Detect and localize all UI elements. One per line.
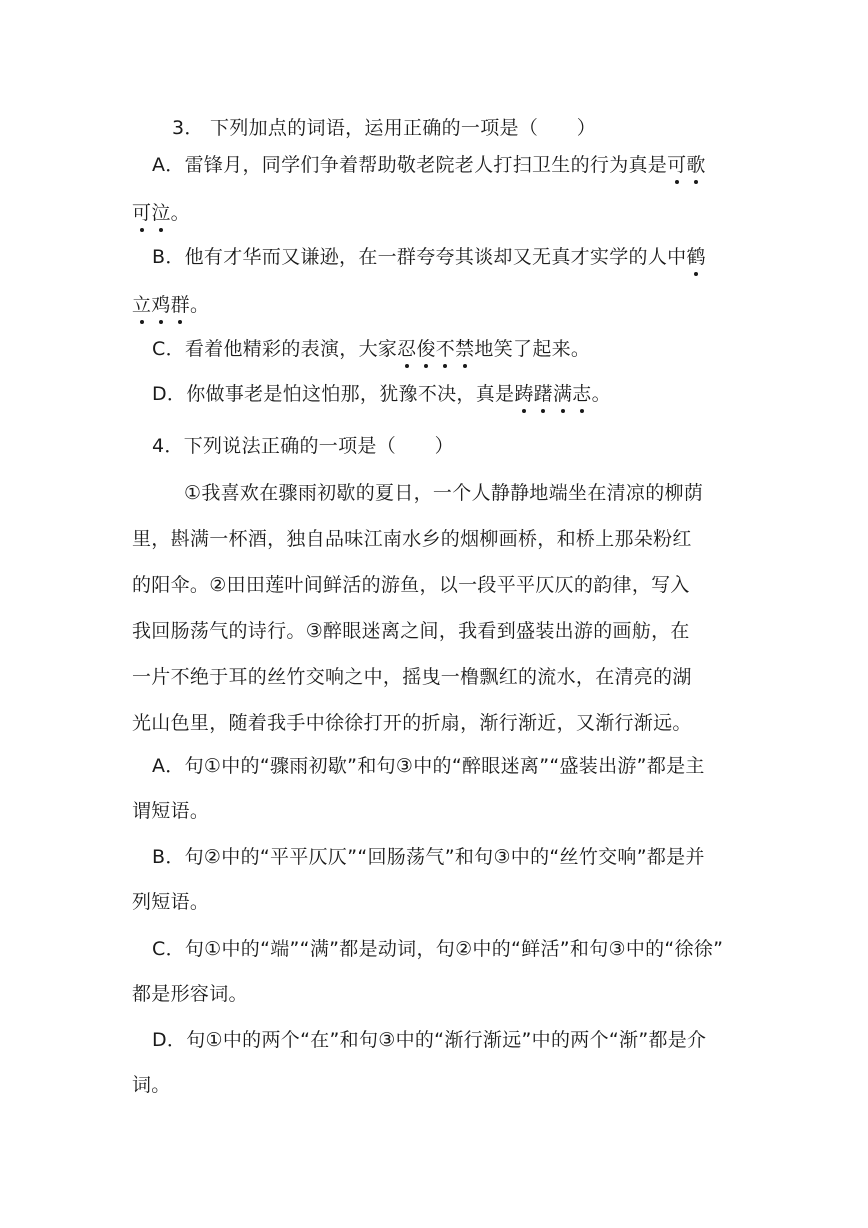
option-4b-line2: 列短语。 (132, 891, 210, 913)
emphasis-dot-char: 歌 (686, 154, 706, 176)
option-4d-line1: D．句①中的两个“在”和句③中的“渐行渐远”中的两个“渐”都是介 (152, 1029, 707, 1051)
option-4c-line1: C．句①中的“端”“满”都是动词，句②中的“鲜活”和句③中的“徐徐” (152, 938, 724, 960)
emphasis-dot-char: 可 (132, 202, 152, 224)
emphasis-dot-char: 俊 (416, 338, 436, 360)
passage-line: 的阳伞。②田田莲叶间鲜活的游鱼，以一段平平仄仄的韵律，写入 (132, 574, 690, 596)
option-3a-line1 (152, 156, 706, 175)
option-3b-suffix: 。 (189, 294, 210, 316)
option-4c-line2: 都是形容词。 (132, 983, 248, 1005)
question-4-stem: 4．下列说法正确的一项是（ ） (152, 435, 454, 457)
option-4b-line1: B．句②中的“平平仄仄”“回肠荡气”和句③中的“丝竹交响”都是并 (152, 846, 705, 868)
option-3c-suffix: 地笑了起来。 (474, 338, 591, 360)
emphasis-dot-char: 鸡 (151, 294, 171, 316)
question-3-stem: 3． 下列加点的词语，运用正确的一项是（ ） (172, 117, 597, 139)
option-4a-line1: A．句①中的“骤雨初歇”和句③中的“醉眼迷离”“盛装出游”都是主 (152, 755, 705, 777)
emphasis-dot-char: 立 (132, 294, 152, 316)
option-3c-text: C．看着他精彩的表演，大家 (152, 338, 398, 360)
passage-line: 光山色里，随着我手中徐徐打开的折扇，渐行渐近，又渐行渐远。 (132, 712, 692, 734)
passage-line: 里，斟满一杯酒，独自品味江南水乡的烟柳画桥，和桥上那朵粉红 (132, 528, 692, 550)
option-4a-line2: 谓短语。 (132, 800, 210, 822)
emphasis-dot-char: 不 (435, 338, 456, 360)
passage-line: 我回肠荡气的诗行。③醉眼迷离之间，我看到盛装出游的画舫，在 (132, 620, 690, 642)
option-3c (152, 340, 590, 359)
emphasis-dot-char: 群 (170, 294, 190, 316)
emphasis-dot-char: 禁 (455, 338, 475, 360)
option-3b-line2 (132, 296, 209, 315)
option-4d-line2: 词。 (132, 1074, 171, 1096)
option-3d (152, 385, 611, 404)
option-3a-text: A．雷锋月，同学们争着帮助敬老院老人打扫卫生的行为真是 (152, 154, 668, 176)
emphasis-dot-char: 躇 (533, 383, 553, 405)
option-3d-suffix: 。 (591, 383, 611, 405)
option-3d-text: D．你做事老是怕这怕那，犹豫不决，真是 (152, 383, 515, 405)
emphasis-dot-char: 满 (552, 383, 573, 405)
passage-line: 一片不绝于耳的丝竹交响之中，摇曳一橹飘红的流水，在清亮的湖 (132, 666, 692, 688)
emphasis-dot-char: 忍 (397, 338, 417, 360)
emphasis-dot-char: 志 (572, 383, 592, 405)
emphasis-dot-char: 可 (667, 154, 687, 176)
emphasis-dot-char: 鹤 (686, 246, 706, 268)
option-3b-line1 (152, 248, 706, 267)
emphasis-dot-char: 踌 (514, 383, 534, 405)
passage-line: ①我喜欢在骤雨初歇的夏日，一个人静静地端坐在清凉的柳荫 (184, 482, 704, 504)
emphasis-dot-char: 泣 (151, 202, 171, 224)
option-3a-line2 (132, 204, 190, 223)
option-3b-text: B．他有才华而又谦逊，在一群夸夸其谈却又无真才实学的人中 (152, 246, 687, 268)
option-3a-suffix: 。 (170, 202, 190, 224)
